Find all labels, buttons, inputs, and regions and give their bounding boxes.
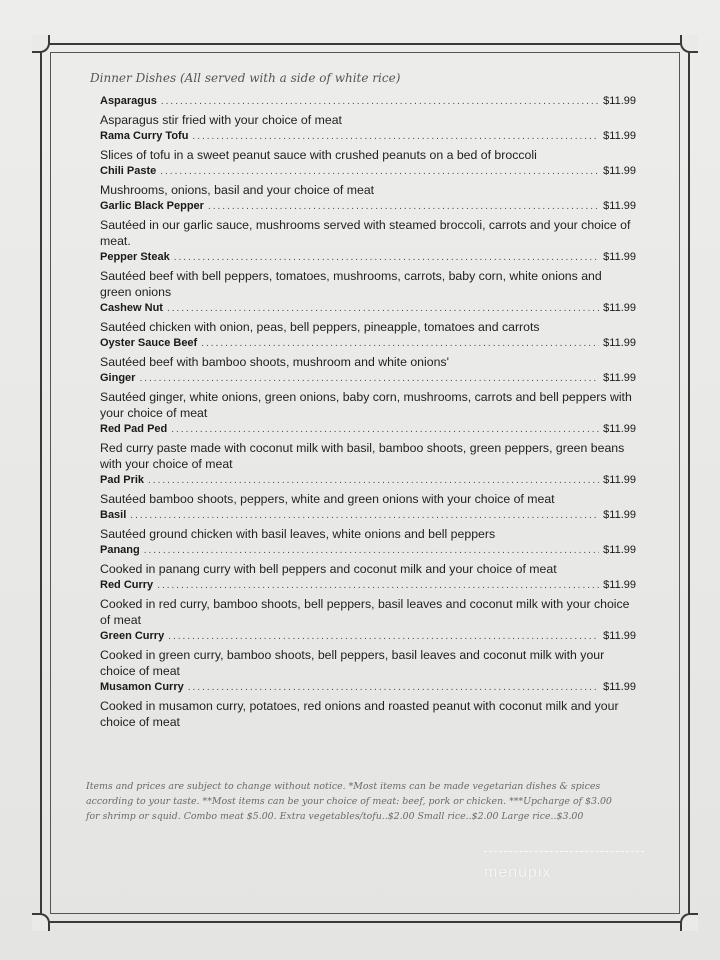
dish-name: Cashew Nut [100, 302, 163, 314]
dish-name: Musamon Curry [100, 681, 184, 693]
dish-description: Cooked in red curry, bamboo shoots, bell peppers, basil leaves and coconut milk with your choice of meat [100, 597, 630, 627]
dish-price: $11.99 [603, 200, 636, 212]
dot-leader [130, 510, 599, 521]
menu-item [100, 544, 636, 577]
menu-item-header [100, 630, 636, 647]
dot-leader [168, 631, 599, 642]
dot-leader [208, 201, 599, 212]
menu-item-header [100, 372, 636, 389]
dish-description: Slices of tofu in a sweet peanut sauce with crushed peanuts on a bed of broccoli [100, 148, 537, 162]
menu-list [100, 95, 636, 732]
dot-leader [144, 545, 599, 556]
corner-ornament-top-right [680, 35, 698, 53]
dot-leader [188, 682, 599, 693]
menu-item-header [100, 165, 636, 182]
dish-name: Red Pad Ped [100, 423, 168, 435]
menu-item-header [100, 544, 636, 561]
section-title: Dinner Dishes (All served with a side of white rice) [90, 71, 401, 85]
menu-item [100, 302, 636, 335]
dish-price: $11.99 [603, 630, 636, 642]
dish-name: Ginger [100, 372, 136, 384]
menu-item-header [100, 200, 636, 217]
menu-item [100, 509, 636, 542]
menu-item-header [100, 251, 636, 268]
menu-item [100, 165, 636, 198]
dot-leader [160, 166, 599, 177]
dish-name: Basil [100, 509, 127, 521]
menu-item [100, 251, 636, 300]
dish-description: Sautéed bamboo shoots, peppers, white and green onions with your choice of meat [100, 492, 555, 506]
dish-description: Asparagus stir fried with your choice of meat [100, 113, 342, 127]
menu-item [100, 130, 636, 163]
dish-price: $11.99 [603, 423, 636, 435]
menu-item [100, 372, 636, 421]
dish-price: $11.99 [603, 337, 636, 349]
dish-name: Chili Paste [100, 165, 157, 177]
menu-item-header [100, 681, 636, 698]
dish-name: Asparagus [100, 95, 157, 107]
dot-leader [157, 580, 599, 591]
menu-item-header [100, 337, 636, 354]
dish-price: $11.99 [603, 509, 636, 521]
dish-price: $11.99 [603, 251, 636, 263]
dot-leader [139, 373, 599, 384]
dot-leader [201, 338, 599, 349]
menu-item-header [100, 509, 636, 526]
menu-item [100, 630, 636, 679]
dish-price: $11.99 [603, 95, 636, 107]
menu-item [100, 474, 636, 507]
dish-name: Pepper Steak [100, 251, 170, 263]
dish-description: Cooked in musamon curry, potatoes, red onions and roasted peanut with coconut milk and your choice of meat [100, 699, 619, 729]
menu-item-header [100, 579, 636, 596]
menu-item [100, 337, 636, 370]
dish-price: $11.99 [603, 302, 636, 314]
dot-leader [171, 424, 599, 435]
watermark-logo: menupix [484, 864, 552, 881]
corner-ornament-bottom-right [680, 913, 698, 931]
corner-ornament-bottom-left [32, 913, 50, 931]
dish-price: $11.99 [603, 474, 636, 486]
menu-item [100, 200, 636, 249]
dish-name: Garlic Black Pepper [100, 200, 204, 212]
menu-item-header [100, 95, 636, 112]
dish-description: Sautéed beef with bamboo shoots, mushroom and white onions' [100, 355, 449, 369]
dish-price: $11.99 [603, 130, 636, 142]
menu-item [100, 423, 636, 472]
dish-name: Pad Prik [100, 474, 145, 486]
dish-description: Cooked in green curry, bamboo shoots, bell peppers, basil leaves and coconut milk with your choice of meat [100, 648, 605, 678]
menu-item [100, 681, 636, 730]
menu-item-header [100, 423, 636, 440]
dish-price: $11.99 [603, 579, 636, 591]
dish-name: Oyster Sauce Beef [100, 337, 198, 349]
dish-description: Mushrooms, onions, basil and your choice of meat [100, 183, 375, 197]
dot-leader [192, 131, 599, 142]
dish-name: Rama Curry Tofu [100, 130, 189, 142]
dish-price: $11.99 [603, 165, 636, 177]
dish-name: Panang [100, 544, 140, 556]
dish-name: Red Curry [100, 579, 154, 591]
dot-leader [148, 475, 599, 486]
dot-leader [174, 252, 599, 263]
menu-item-header [100, 130, 636, 147]
menu-item-header [100, 474, 636, 491]
menu-item [100, 95, 636, 128]
dish-description: Sautéed chicken with onion, peas, bell peppers, pineapple, tomatoes and carrots [100, 320, 540, 334]
menu-item [100, 579, 636, 628]
dot-leader [161, 96, 599, 107]
dish-description: Cooked in panang curry with bell peppers and coconut milk and your choice of meat [100, 562, 557, 576]
watermark-divider [484, 851, 644, 852]
menu-item-header [100, 302, 636, 319]
dish-price: $11.99 [603, 372, 636, 384]
dish-price: $11.99 [603, 681, 636, 693]
dish-description: Sautéed in our garlic sauce, mushrooms served with steamed broccoli, carrots and your choice of meat. [100, 218, 631, 248]
dot-leader [167, 303, 599, 314]
dish-price: $11.99 [603, 544, 636, 556]
footnote: Items and prices are subject to change without notice. *Most items can be made vegetarian dishes & spices according to your taste. **Most items can be your choice of meat: beef, pork or chicken. ***Upcharge of $3.00 for shrimp or squid. Combo meat $5.00. Extra vegetables/tofu..$2.00 Small rice..$2.00 Large rice..$3.00 [86, 781, 612, 822]
dish-description: Sautéed beef with bell peppers, tomatoes, mushrooms, carrots, baby corn, white onions and green onions [100, 269, 602, 299]
dish-description: Sautéed ginger, white onions, green onions, baby corn, mushrooms, carrots and bell peppers with your choice of meat [100, 390, 632, 420]
dish-name: Green Curry [100, 630, 165, 642]
dish-description: Red curry paste made with coconut milk with basil, bamboo shoots, green peppers, green beans with your choice of meat [100, 441, 625, 471]
dish-description: Sautéed ground chicken with basil leaves, white onions and bell peppers [100, 527, 496, 541]
